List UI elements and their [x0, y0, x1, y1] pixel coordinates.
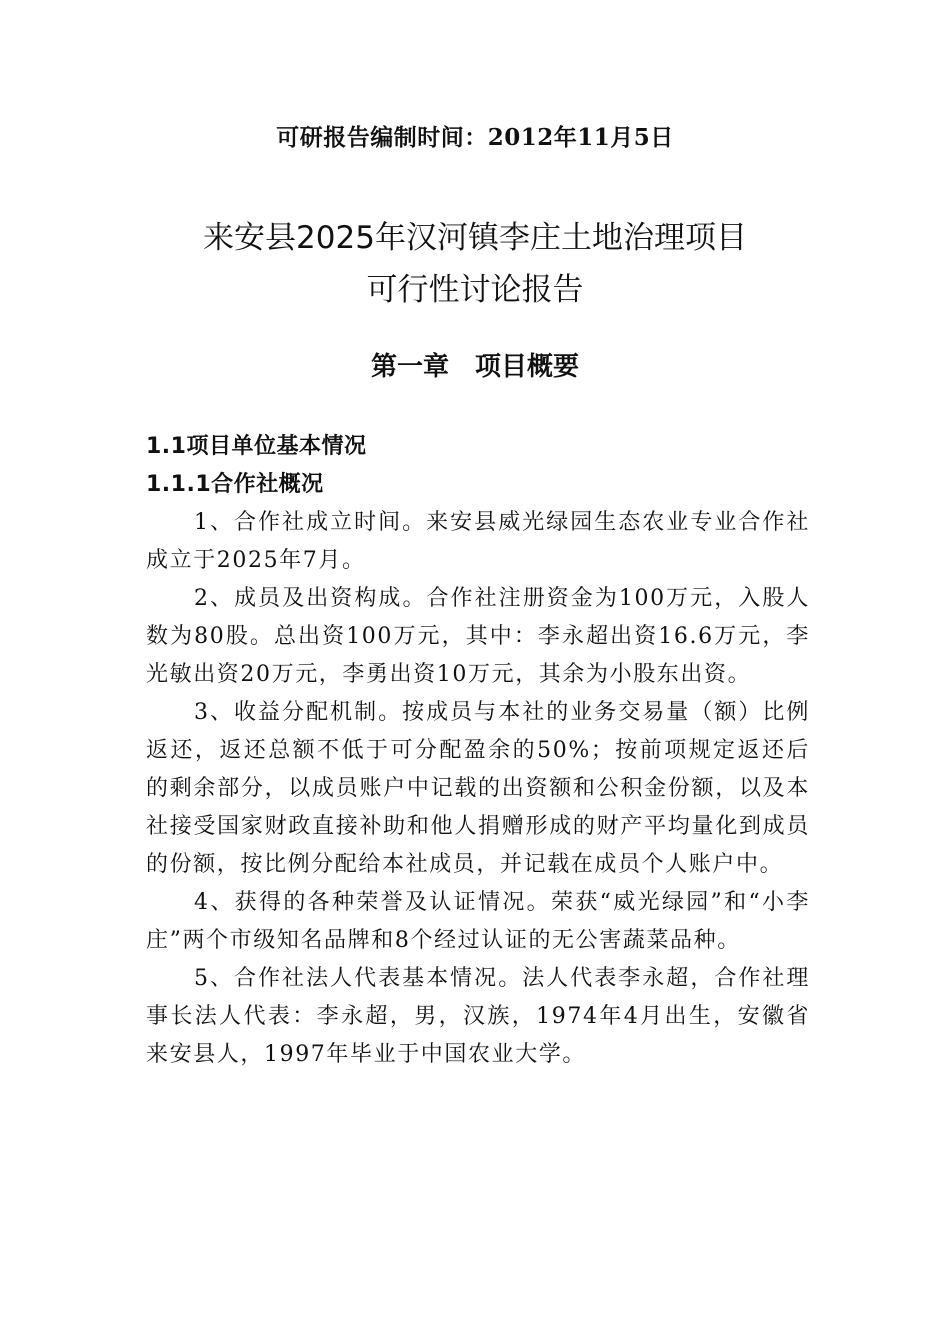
- section-heading-1-1: 1.1项目单位基本情况: [146, 434, 367, 459]
- paragraph-founding-time: 1、合作社成立时间。来安县威光绿园生态农业专业合作社成立于2025年7月。: [146, 510, 810, 573]
- report-title-line-2: 可行性讨论报告: [366, 272, 584, 308]
- section-heading-1-1-1: 1.1.1合作社概况: [146, 472, 324, 497]
- body-text: [146, 428, 810, 1074]
- chapter-number: 第一章: [370, 352, 449, 382]
- paragraph-members-capital: 2、成员及出资构成。合作社注册资金为100万元，入股人数为80股。总出资100万元，其中：李永超出资16.6万元，李光敏出资20万元，李勇出资10万元，其余为小股东出资。: [146, 586, 810, 687]
- chapter-name: 项目概要: [475, 352, 580, 382]
- paragraph-legal-representative: 5、合作社法人代表基本情况。法人代表李永超，合作社理事长法人代表：李永超，男，汉族，1974年4月出生，安徽省来安县人，1997年毕业于中国农业大学。: [146, 966, 810, 1067]
- paragraph-honors-certification: 4、获得的各种荣誉及认证情况。荣获“威光绿园”和“小李庄”两个市级知名品牌和8个经过认证的无公害蔬菜品种。: [146, 890, 810, 953]
- report-title-line-1: 来安县2025年汉河镇李庄土地治理项目: [203, 220, 747, 256]
- chapter-heading: [0, 344, 950, 390]
- compile-date: 可研报告编制时间：2012年11月5日: [276, 124, 674, 151]
- paragraph-profit-distribution: 3、收益分配机制。按成员与本社的业务交易量（额）比例返还，返还总额不低于可分配盈余的50%；按前项规定返还后的剩余部分，以成员账户中记载的出资额和公积金份额，以及本社接受国家财政直接补助和他人捐赠形成的财产平均量化到成员的份额，按比例分配给本社成员，并记载在成员个人账户中。: [146, 700, 810, 877]
- report-title: [0, 212, 950, 316]
